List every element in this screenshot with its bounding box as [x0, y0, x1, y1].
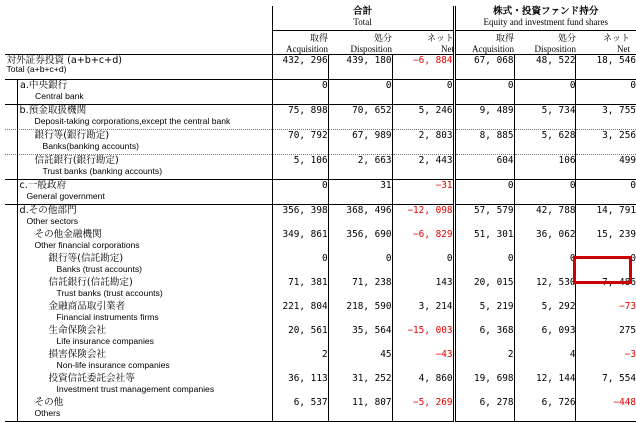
row-label-en: Banks (trust accounts) [57, 264, 143, 275]
row-trust-banks-trust [5, 277, 636, 301]
cell-total-acq: 6, 537 [272, 397, 328, 422]
cell-equity-acq: 57, 579 [454, 205, 514, 230]
cell-total-acq: 20, 561 [272, 325, 328, 349]
row-label-ja: d.その他部門 [20, 205, 77, 216]
row-label-ja: a.中央銀行 [20, 80, 67, 91]
col-header-total-net: ネット Net [396, 31, 454, 54]
cell-equity-disp: 0 [514, 80, 576, 105]
cell-total-disp: 368, 496 [328, 205, 392, 230]
cell-equity-acq: 5, 219 [454, 301, 514, 325]
cell-equity-acq: 51, 301 [454, 229, 514, 253]
cell-total-disp: 218, 590 [328, 301, 392, 325]
col-header-total-acq: 取得 Acquisition [276, 31, 328, 54]
cell-total-disp: 45 [328, 349, 392, 373]
cell-equity-net: 14, 791 [576, 205, 636, 230]
row-a-central-bank [5, 80, 636, 105]
row-investment-trust [5, 373, 636, 397]
cell-total-acq: 356, 398 [272, 205, 328, 230]
col-header-equity-disp: 処分 Disposition [518, 31, 576, 54]
cell-total-disp: 0 [328, 80, 392, 105]
cell-equity-disp: 6, 726 [514, 397, 576, 422]
cell-total-acq: 432, 296 [272, 55, 328, 80]
cell-equity-disp: 48, 522 [514, 55, 576, 80]
cell-equity-disp: 36, 062 [514, 229, 576, 253]
cell-total-net: 4, 860 [392, 373, 454, 397]
cell-total-disp: 2, 663 [328, 155, 392, 180]
cell-total-disp: 35, 564 [328, 325, 392, 349]
cell-total-disp: 67, 989 [328, 130, 392, 155]
cell-total-acq: 349, 861 [272, 229, 328, 253]
cell-total-net: −5, 269 [392, 397, 454, 422]
row-financial-instruments [5, 301, 636, 325]
cell-equity-disp: 4 [514, 349, 576, 373]
cell-total-net: 3, 214 [392, 301, 454, 325]
cell-equity-acq: 20, 015 [454, 277, 514, 301]
cell-equity-acq: 2 [454, 349, 514, 373]
header-total-en: Total [273, 17, 453, 28]
column-headers [276, 31, 632, 57]
cell-total-net: −6, 884 [392, 55, 454, 80]
cell-total-disp: 31 [328, 180, 392, 205]
cell-total-disp: 71, 238 [328, 277, 392, 301]
row-label-en: Investment trust management companies [57, 384, 215, 395]
row-label-ja: 信託銀行(銀行勘定) [35, 155, 119, 166]
cell-total-net: −12, 098 [392, 205, 454, 230]
row-label-en: Deposit-taking corporations,except the central bank [35, 116, 231, 127]
cell-total-net: 0 [392, 80, 454, 105]
row-others [5, 397, 636, 422]
cell-total-net: −6, 829 [392, 229, 454, 253]
cell-total-disp: 70, 652 [328, 105, 392, 130]
securities-investment-table [4, 6, 636, 422]
row-label-en: Trust banks (banking accounts) [43, 166, 163, 177]
cell-total-disp: 11, 807 [328, 397, 392, 422]
cell-equity-net: −3 [576, 349, 636, 373]
cell-total-net: 0 [392, 253, 454, 277]
cell-total-disp: 439, 180 [328, 55, 392, 80]
cell-equity-acq: 8, 885 [454, 130, 514, 155]
cell-equity-net: 18, 546 [576, 55, 636, 80]
cell-equity-disp: 6, 093 [514, 325, 576, 349]
cell-total-disp: 356, 690 [328, 229, 392, 253]
row-label-en: Other sectors [27, 216, 79, 227]
header-blank-2 [5, 19, 273, 55]
cell-equity-acq: 6, 368 [454, 325, 514, 349]
cell-equity-acq: 604 [454, 155, 514, 180]
row-c-general-government [5, 180, 636, 205]
row-trust-banks-banking [5, 155, 636, 180]
row-label-en: Trust banks (trust accounts) [57, 288, 163, 299]
cell-equity-acq: 67, 068 [454, 55, 514, 80]
row-total [5, 55, 636, 80]
cell-total-net: 143 [392, 277, 454, 301]
cell-total-acq: 75, 898 [272, 105, 328, 130]
row-banks-trust [5, 253, 636, 277]
row-label-ja: 損害保険会社 [49, 349, 107, 360]
cell-equity-disp: 5, 734 [514, 105, 576, 130]
row-label-ja: 銀行等(銀行勘定) [35, 130, 110, 141]
cell-equity-net: 3, 256 [576, 130, 636, 155]
cell-equity-net: 0 [576, 253, 636, 277]
row-label-en: Total (a+b+c+d) [7, 64, 67, 75]
cell-total-acq: 0 [272, 180, 328, 205]
row-label-en: Central bank [35, 91, 84, 102]
cell-equity-acq: 0 [454, 80, 514, 105]
cell-total-acq: 36, 113 [272, 373, 328, 397]
cell-equity-acq: 0 [454, 180, 514, 205]
row-label-en: Other financial corporations [35, 240, 140, 251]
cell-equity-net: 499 [576, 155, 636, 180]
row-banks-banking [5, 130, 636, 155]
cell-equity-acq: 6, 278 [454, 397, 514, 422]
row-label-ja: 信託銀行(信託勘定) [49, 277, 133, 288]
cell-total-acq: 221, 804 [272, 301, 328, 325]
cell-total-net: 5, 246 [392, 105, 454, 130]
row-label-ja: 金融商品取引業者 [49, 301, 126, 312]
row-label-en: Banks(banking accounts) [43, 141, 140, 152]
cell-equity-acq: 9, 489 [454, 105, 514, 130]
cell-equity-net: 3, 755 [576, 105, 636, 130]
cell-total-net: 2, 803 [392, 130, 454, 155]
header-total-ja: 合計 [273, 6, 453, 17]
row-life-insurance [5, 325, 636, 349]
cell-total-net: 2, 443 [392, 155, 454, 180]
cell-equity-net: 7, 554 [576, 373, 636, 397]
cell-total-acq: 70, 792 [272, 130, 328, 155]
col-header-total-disp: 処分 Disposition [332, 31, 392, 54]
cell-equity-net: 275 [576, 325, 636, 349]
row-d-other-sectors [5, 205, 636, 230]
highlight-box [573, 256, 632, 284]
cell-equity-disp: 0 [514, 180, 576, 205]
row-label-ja: 対外証券投資 (a+b+c+d) [7, 55, 123, 66]
col-header-equity-acq: 取得 Acquisition [458, 31, 514, 54]
row-label-en: Life insurance companies [57, 336, 154, 347]
cell-equity-disp: 42, 788 [514, 205, 576, 230]
cell-total-acq: 71, 381 [272, 277, 328, 301]
row-label-en: General government [27, 191, 105, 202]
row-label-ja: 生命保険会社 [49, 325, 107, 336]
row-label-en: Non-life insurance companies [57, 360, 170, 371]
header-equity-en: Equity and investment fund shares [456, 17, 636, 28]
cell-equity-acq: 0 [454, 253, 514, 277]
cell-total-acq: 2 [272, 349, 328, 373]
cell-total-acq: 0 [272, 80, 328, 105]
cell-equity-disp: 5, 628 [514, 130, 576, 155]
cell-equity-disp: 106 [514, 155, 576, 180]
cell-total-disp: 0 [328, 253, 392, 277]
row-label-ja: 銀行等(信託勘定) [49, 253, 124, 264]
cell-equity-net: 0 [576, 80, 636, 105]
row-label-ja: b.預金取扱機関 [20, 105, 87, 116]
row-label-ja: その他金融機関 [35, 229, 102, 240]
row-label-ja: その他 [35, 397, 64, 408]
cell-equity-disp: 5, 292 [514, 301, 576, 325]
cell-total-acq: 5, 106 [272, 155, 328, 180]
header-equity-ja: 株式・投資ファンド持分 [456, 6, 636, 17]
cell-equity-disp: 12, 530 [514, 277, 576, 301]
cell-total-acq: 0 [272, 253, 328, 277]
row-non-life-insurance [5, 349, 636, 373]
cell-equity-net: −448 [576, 397, 636, 422]
row-label-ja: 投資信託委託会社等 [49, 373, 135, 384]
cell-equity-net: 15, 239 [576, 229, 636, 253]
cell-total-disp: 31, 252 [328, 373, 392, 397]
cell-equity-disp: 12, 144 [514, 373, 576, 397]
col-header-equity-net: ネット Net [578, 31, 630, 54]
row-label-ja: c.一般政府 [20, 180, 67, 191]
row-label-en: Financial instruments firms [57, 312, 159, 323]
row-other-financial [5, 229, 636, 253]
cell-equity-net: −73 [576, 301, 636, 325]
cell-equity-net-highlighted: 7, 486 [576, 277, 636, 301]
header-blank [5, 6, 273, 19]
cell-total-net: −31 [392, 180, 454, 205]
cell-equity-disp: 0 [514, 253, 576, 277]
row-b-deposit-taking [5, 105, 636, 130]
cell-total-net: −43 [392, 349, 454, 373]
cell-equity-net: 0 [576, 180, 636, 205]
cell-total-net: −15, 003 [392, 325, 454, 349]
cell-equity-acq: 19, 698 [454, 373, 514, 397]
row-label-en: Others [35, 408, 61, 419]
